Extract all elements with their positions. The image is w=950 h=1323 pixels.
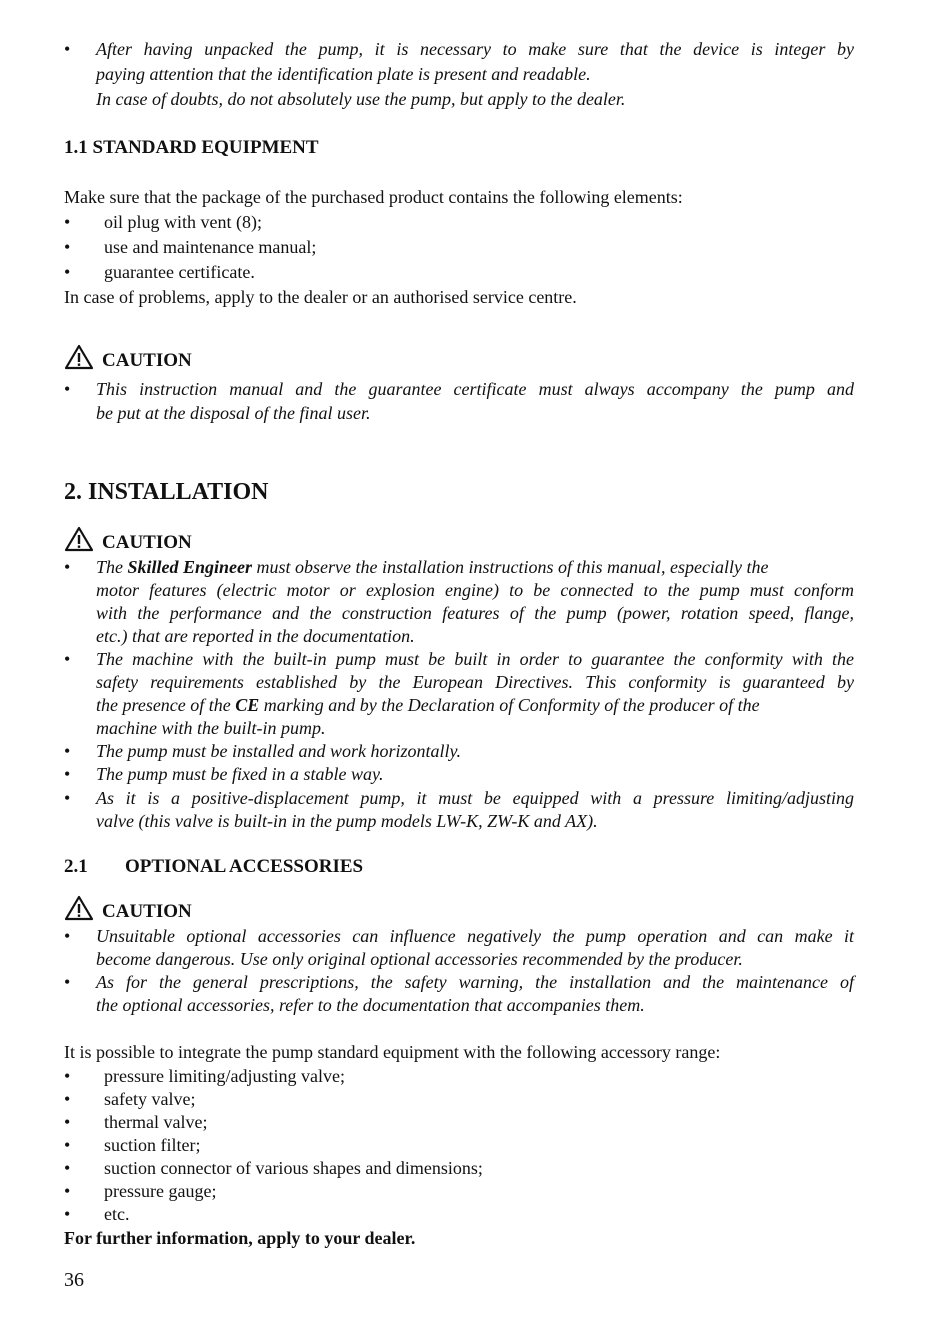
warning-triangle-icon	[64, 344, 94, 370]
optional-accessories-number: 2.1	[64, 856, 88, 877]
caution-heading	[64, 344, 192, 370]
text-segment: marking and by the Declaration of Conformity of the producer of the	[259, 695, 760, 715]
bullet: •	[64, 926, 71, 946]
list-item: use and maintenance manual;	[104, 237, 317, 257]
bullet: •	[64, 741, 71, 761]
bullet: •	[64, 1158, 71, 1178]
list-item: pressure gauge;	[104, 1181, 217, 1201]
installation-bullet-4: The pump must be fixed in a stable way.	[96, 764, 384, 784]
skilled-engineer-term: Skilled Engineer	[127, 557, 253, 577]
caution-heading	[64, 895, 192, 921]
standard-equipment-intro: Make sure that the package of the purchased product contains the following elements:	[64, 187, 683, 207]
bullet: •	[64, 1112, 71, 1132]
bullet: •	[64, 1089, 71, 1109]
installation-bullet-1-line: motor features (electric motor or explosion engine) to be connected to the pump must conform	[96, 580, 854, 600]
warning-triangle-icon	[64, 895, 94, 921]
list-item: oil plug with vent (8);	[104, 212, 262, 232]
bullet: •	[64, 237, 71, 257]
bullet: •	[64, 1135, 71, 1155]
bullet: •	[64, 1204, 71, 1224]
list-item: thermal valve;	[104, 1112, 208, 1132]
list-item: safety valve;	[104, 1089, 196, 1109]
installation-heading: 2. INSTALLATION	[64, 479, 269, 505]
bullet: •	[64, 39, 71, 59]
intro-line-2: paying attention that the identification plate is present and readable.	[96, 64, 591, 84]
caution-heading	[64, 526, 192, 552]
installation-bullet-5-line: As it is a positive-displacement pump, it must be equipped with a pressure limiting/adjusting	[96, 788, 854, 808]
caution-label: CAUTION	[102, 901, 192, 922]
installation-bullet-2-line: machine with the built-in pump.	[96, 718, 326, 738]
text-segment: must observe the installation instructions of this manual, especially the	[252, 557, 769, 577]
text-segment: the presence of the	[96, 695, 236, 715]
caution-line: This instruction manual and the guarantee certificate must always accompany the pump and	[96, 379, 854, 399]
installation-bullet-2-line: The machine with the built-in pump must be built in order to guarantee the conformity with the	[96, 649, 854, 669]
accessories-intro: It is possible to integrate the pump standard equipment with the following accessory range:	[64, 1042, 721, 1062]
list-item: etc.	[104, 1204, 130, 1224]
accessories-caution-line: become dangerous. Use only original optional accessories recommended by the producer.	[96, 949, 743, 969]
text-segment: The	[96, 557, 128, 577]
standard-equipment-closing: In case of problems, apply to the dealer or an authorised service centre.	[64, 287, 577, 307]
page-number: 36	[64, 1269, 84, 1291]
bullet: •	[64, 1066, 71, 1086]
installation-bullet-1-line-1	[96, 558, 854, 576]
bullet: •	[64, 972, 71, 992]
installation-bullet-1-line: etc.) that are reported in the documentation.	[96, 626, 415, 646]
list-item: suction filter;	[104, 1135, 201, 1155]
list-item: suction connector of various shapes and dimensions;	[104, 1158, 483, 1178]
bullet: •	[64, 1181, 71, 1201]
list-item: pressure limiting/adjusting valve;	[104, 1066, 345, 1086]
accessories-caution-line: Unsuitable optional accessories can influence negatively the pump operation and can make it	[96, 926, 854, 946]
accessories-caution-line: As for the general prescriptions, the safety warning, the installation and the maintenance of	[96, 972, 854, 992]
standard-equipment-heading: 1.1 STANDARD EQUIPMENT	[64, 137, 319, 158]
further-information-note: For further information, apply to your dealer.	[64, 1228, 416, 1248]
installation-bullet-5-line: valve (this valve is built-in in the pump models LW-K, ZW-K and AX).	[96, 811, 598, 831]
intro-line-1: After having unpacked the pump, it is necessary to make sure that the device is integer by	[96, 39, 854, 59]
bullet: •	[64, 262, 71, 282]
list-item: guarantee certificate.	[104, 262, 255, 282]
accessories-caution-line: the optional accessories, refer to the documentation that accompanies them.	[96, 995, 645, 1015]
intro-line-3: In case of doubts, do not absolutely use the pump, but apply to the dealer.	[96, 89, 626, 109]
caution-line: be put at the disposal of the final user.	[96, 403, 371, 423]
bullet: •	[64, 212, 71, 232]
ce-marking-term: CE	[235, 695, 260, 715]
warning-triangle-icon	[64, 526, 94, 552]
installation-bullet-2-line: safety requirements established by the European Directives. This conformity is guaranteed by	[96, 672, 854, 692]
bullet: •	[64, 649, 71, 669]
bullet: •	[64, 788, 71, 808]
caution-label: CAUTION	[102, 350, 192, 371]
installation-bullet-1-line: with the performance and the construction features of the pump (power, rotation speed, flange,	[96, 603, 854, 623]
bullet: •	[64, 379, 71, 399]
installation-bullet-2-line-3	[96, 696, 760, 714]
bullet: •	[64, 764, 71, 784]
caution-label: CAUTION	[102, 532, 192, 553]
bullet: •	[64, 557, 71, 577]
optional-accessories-heading: OPTIONAL ACCESSORIES	[125, 856, 364, 877]
installation-bullet-3: The pump must be installed and work horizontally.	[96, 741, 462, 761]
